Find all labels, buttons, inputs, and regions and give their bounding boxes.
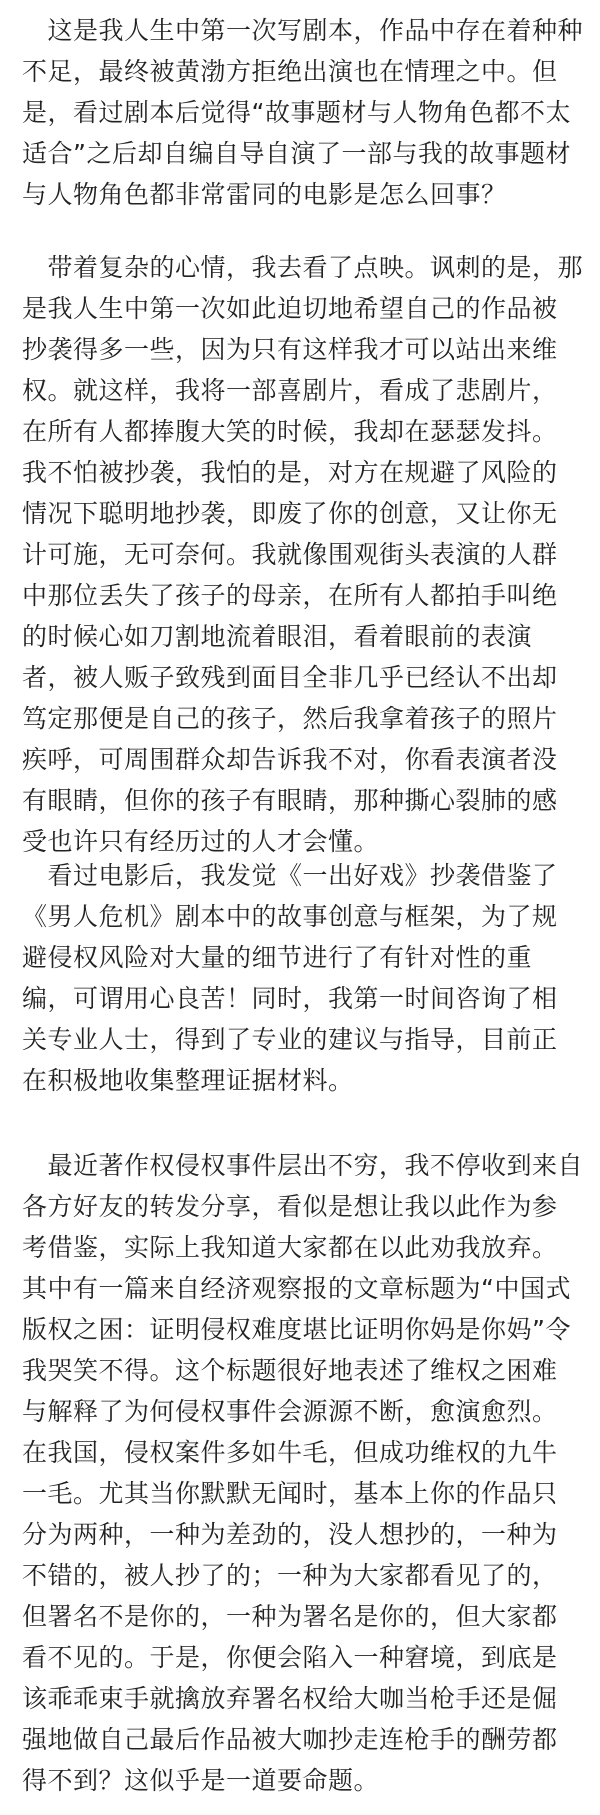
text-line: 各方好友的转发分享，看似是想让我以此作为参 — [22, 1192, 558, 1221]
paragraph-2 — [22, 247, 584, 862]
text-line: 的时候心如刀割地流着眼泪，看着眼前的表演 — [22, 622, 533, 651]
text-line: 计可施，无可奈何。我就像围观街头表演的人群 — [22, 540, 558, 569]
text-line: 受也许只有经历过的人才会懂。 — [22, 827, 380, 856]
text-line: 在积极地收集整理证据材料。 — [22, 1066, 354, 1095]
text-line: 是我人生中第一次如此迫切地希望自己的作品被 — [22, 294, 558, 323]
paragraph-4 — [22, 1145, 584, 1801]
text-line: 情况下聪明地抄袭，即废了你的创意，又让你无 — [22, 499, 558, 528]
text-line: 避侵权风险对大量的细节进行了有针对性的重 — [22, 943, 533, 972]
text-line: 这是我人生中第一次写剧本，作品中存在着种种 — [22, 16, 584, 45]
text-line: 笃定那便是自己的孩子，然后我拿着孩子的照片 — [22, 704, 558, 733]
text-line: 但署名不是你的，一种为署名是你的，但大家都 — [22, 1602, 558, 1631]
text-line: 权。就这样，我将一部喜剧片，看成了悲剧片， — [22, 376, 558, 405]
text-line: 编，可谓用心良苦！同时，我第一时间咨询了相 — [22, 984, 558, 1013]
text-line: 其中有一篇来自经济观察报的文章标题为“中国式 — [22, 1274, 571, 1303]
text-line: 带着复杂的心情，我去看了点映。讽刺的是，那 — [22, 253, 584, 282]
text-line: 考借鉴，实际上我知道大家都在以此劝我放弃。 — [22, 1233, 558, 1262]
text-line: 看不见的。于是，你便会陷入一种窘境，到底是 — [22, 1643, 558, 1672]
paragraph-1 — [22, 10, 584, 215]
text-line: 在我国，侵权案件多如牛毛，但成功维权的九牛 — [22, 1438, 558, 1467]
text-line: 强地做自己最后作品被大咖抄走连枪手的酬劳都 — [22, 1725, 558, 1754]
text-line: 中那位丢失了孩子的母亲，在所有人都拍手叫绝 — [22, 581, 558, 610]
text-line: 得不到？这似乎是一道要命题。 — [22, 1766, 380, 1795]
text-line: 是，看过剧本后觉得“故事题材与人物角色都不太 — [22, 98, 571, 127]
text-line: 看过电影后，我发觉《一出好戏》抄袭借鉴了 — [22, 861, 558, 890]
text-line: 抄袭得多一些，因为只有这样我才可以站出来维 — [22, 335, 558, 364]
text-line: 分为两种，一种为差劲的，没人想抄的，一种为 — [22, 1520, 558, 1549]
text-line: 我哭笑不得。这个标题很好地表述了维权之困难 — [22, 1356, 558, 1385]
text-line: 《男人危机》剧本中的故事创意与框架，为了规 — [22, 902, 558, 931]
text-line: 与解释了为何侵权事件会源源不断，愈演愈烈。 — [22, 1397, 558, 1426]
text-line: 该乖乖束手就擒放弃署名权给大咖当枪手还是倔 — [22, 1684, 558, 1713]
text-line: 最近著作权侵权事件层出不穷，我不停收到来自 — [22, 1151, 584, 1180]
text-line: 不错的，被人抄了的；一种为大家都看见了的， — [22, 1561, 558, 1590]
text-line: 版权之困：证明侵权难度堪比证明你妈是你妈”令 — [22, 1315, 571, 1344]
text-line: 疾呼，可周围群众却告诉我不对，你看表演者没 — [22, 745, 558, 774]
text-line: 有眼睛，但你的孩子有眼睛，那种撕心裂肺的感 — [22, 786, 558, 815]
text-line: 适合”之后却自编自导自演了一部与我的故事题材 — [22, 139, 571, 168]
text-line: 关专业人士，得到了专业的建议与指导，目前正 — [22, 1025, 558, 1054]
text-line: 者，被人贩子致残到面目全非几乎已经认不出却 — [22, 663, 558, 692]
text-line: 我不怕被抄袭，我怕的是，对方在规避了风险的 — [22, 458, 558, 487]
text-line: 一毛。尤其当你默默无闻时，基本上你的作品只 — [22, 1479, 558, 1508]
paragraph-3 — [22, 855, 584, 1101]
text-line: 与人物角色都非常雷同的电影是怎么回事？ — [22, 180, 507, 209]
text-line: 在所有人都捧腹大笑的时候，我却在瑟瑟发抖。 — [22, 417, 558, 446]
text-line: 不足，最终被黄渤方拒绝出演也在情理之中。但 — [22, 57, 558, 86]
